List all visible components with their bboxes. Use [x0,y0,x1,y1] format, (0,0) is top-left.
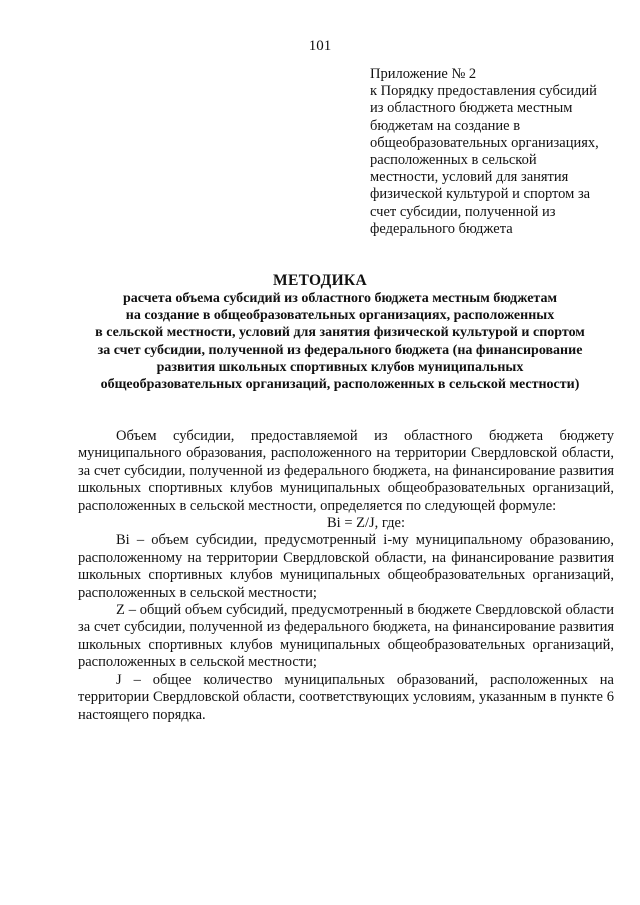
appendix-line: местности, условий для занятия [370,169,569,186]
subtitle-line: в сельской местности, условий для занятия физической культурой и спортом [95,325,585,341]
definition-z: Z – общий объем субсидий, предусмотренный в бюджете Свердловской области за счет субсидии, полученной из федерального бюджета, на финансирование развития школьных спортивных клубов муниципальных общеобразовательных организаций, расположенных в сельской местности; [78,602,614,671]
appendix-line: Приложение № 2 [370,66,477,82]
subtitle-line: развития школьных спортивных клубов муниципальных [156,359,524,375]
subtitle-line: общеобразовательных организаций, расположенных в сельской местности) [100,377,580,393]
definition-bi: Bi – объем субсидии, предусмотренный i-му муниципальному образованию, расположенному на территории Свердловской области, на финансирование развития школьных спортивных клубов муниципальных общеобразовательных организаций, расположенных в сельской местности; [78,532,614,601]
appendix-line: физической культурой и спортом за [370,186,591,203]
document-subtitle [60,290,620,393]
page-number: 101 [308,38,332,54]
appendix-line: бюджетам на создание в [370,117,521,134]
subtitle-line: за счет субсидии, полученной из федерального бюджета (на финансирование [97,342,583,358]
subtitle-line: на создание в общеобразовательных организациях, расположенных [125,308,555,324]
appendix-line: расположенных в сельской [370,152,537,169]
appendix-line: общеобразовательных организациях, [370,134,599,151]
appendix-header [370,66,630,238]
appendix-line: к Порядку предоставления субсидий [370,83,597,100]
appendix-line: федерального бюджета [370,220,513,237]
formula: Bi = Z/J, где: [327,515,405,532]
appendix-line: счет субсидии, полученной из [370,203,556,220]
intro-paragraph: Объем субсидии, предоставляемой из областного бюджета бюджету муниципального образования, расположенного на территории Свердловской области, за счет субсидии, полученной из федерального бюджета, на финансирование развития школьных спортивных клубов муниципальных общеобразовательных организаций, расположенных в сельской местности, определяется по следующей формуле: [78,428,614,514]
definition-j: J – общее количество муниципальных образований, расположенных на территории Свердловской области, соответствующих условиям, указанным в пункте 6 настоящего порядка. [78,671,614,723]
appendix-line: из областного бюджета местным [370,100,573,117]
document-body [78,428,614,724]
document-title: МЕТОДИКА [273,272,367,289]
subtitle-line: расчета объема субсидий из областного бюджета местным бюджетам [122,291,558,306]
